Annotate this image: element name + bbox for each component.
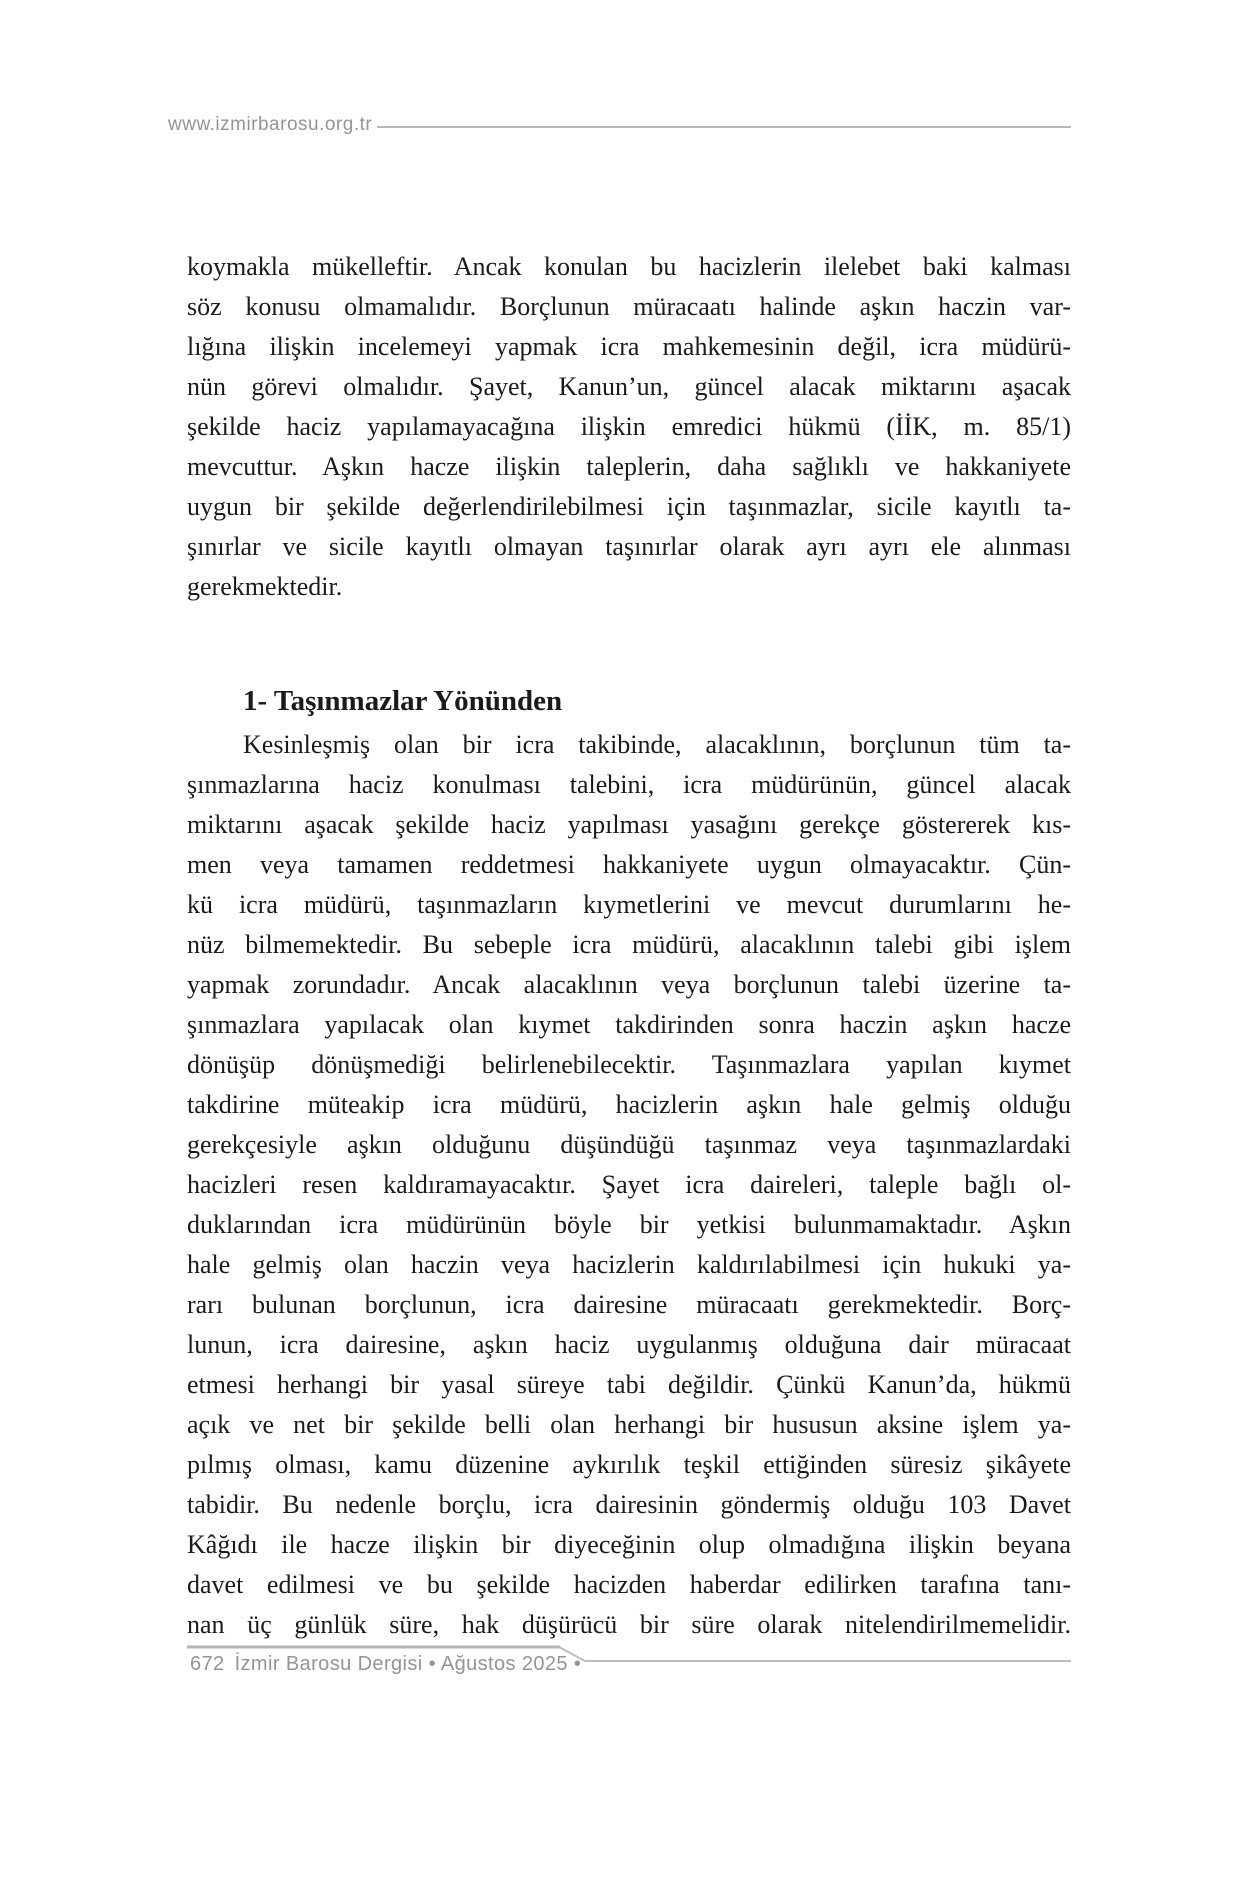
body-line: lunun, icra dairesine, aşkın haciz uygulanmış olduğuna dair müracaat: [187, 1330, 1071, 1359]
body-line: Kesinleşmiş olan bir icra takibinde, alacaklının, borçlunun tüm ta-: [243, 730, 1071, 759]
body-line: takdirine müteakip icra müdürü, hacizlerin aşkın hale gelmiş olduğu: [187, 1090, 1071, 1119]
body-paragraph: [187, 725, 1071, 1645]
body-line: gerekçesiyle aşkın olduğunu düşündüğü taşınmaz veya taşınmazlardaki: [187, 1130, 1071, 1159]
body-line: kü icra müdürü, taşınmazların kıymetlerini ve mevcut durumlarını he-: [187, 890, 1071, 919]
body-line: etmesi herhangi bir yasal süreye tabi değildir. Çünkü Kanun’da, hükmü: [187, 1370, 1071, 1399]
body-line: men veya tamamen reddetmesi hakkaniyete uygun olmayacaktır. Çün-: [187, 850, 1071, 879]
body-line: tabidir. Bu nedenle borçlu, icra dairesinin göndermiş olduğu 103 Davet: [187, 1490, 1071, 1519]
section-heading: 1- Taşınmazlar Yönünden: [243, 685, 563, 718]
body-line: lığına ilişkin incelemeyi yapmak icra mahkemesinin değil, icra müdürü-: [187, 332, 1071, 361]
continued-paragraph: [187, 247, 1071, 607]
body-line: koymakla mükelleftir. Ancak konulan bu hacizlerin ilelebet baki kalması: [187, 252, 1071, 281]
body-line: hacizleri resen kaldıramayacaktır. Şayet icra daireleri, taleple bağlı ol-: [187, 1170, 1071, 1199]
body-line: şınmazlarına haciz konulması talebini, icra müdürünün, güncel alacak: [187, 770, 1071, 799]
body-line: dönüşüp dönüşmediği belirlenebilecektir. Taşınmazlara yapılan kıymet: [187, 1050, 1071, 1079]
body-line: nan üç günlük süre, hak düşürücü bir süre olarak nitelendirilmemelidir.: [187, 1610, 1071, 1639]
footer: [190, 1651, 581, 1677]
body-line: uygun bir şekilde değerlendirilebilmesi için taşınmazlar, sicile kayıtlı ta-: [187, 492, 1071, 521]
body-line: nün görevi olmalıdır. Şayet, Kanun’un, güncel alacak miktarını aşacak: [187, 372, 1071, 401]
body-line: şınırlar ve sicile kayıtlı olmayan taşınırlar olarak ayrı ayrı ele alınması: [187, 532, 1071, 561]
body-line: miktarını aşacak şekilde haciz yapılması yasağını gerekçe göstererek kıs-: [187, 810, 1071, 839]
body-line: mevcuttur. Aşkın hacze ilişkin taleplerin, daha sağlıklı ve hakkaniyete: [187, 452, 1071, 481]
body-line: gerekmektedir.: [187, 572, 343, 601]
body-line: şekilde haciz yapılamayacağına ilişkin emredici hükmü (İİK, m. 85/1): [187, 412, 1071, 441]
body-line: duklarından icra müdürünün böyle bir yetkisi bulunmamaktadır. Aşkın: [187, 1210, 1071, 1239]
body-line: yapmak zorundadır. Ancak alacaklının veya borçlunun talebi üzerine ta-: [187, 970, 1071, 999]
website-url: www.izmirbarosu.org.tr: [168, 114, 373, 135]
header-rule: [377, 126, 1071, 128]
page-number: 672: [190, 1653, 225, 1675]
body-line: rarı bulunan borçlunun, icra dairesine müracaatı gerekmektedir. Borç-: [187, 1290, 1071, 1319]
body-line: nüz bilmemektedir. Bu sebeple icra müdürü, alacaklının talebi gibi işlem: [187, 930, 1071, 959]
header: [168, 112, 1071, 138]
body-line: pılmış olması, kamu düzenine aykırılık teşkil ettiğinden süresiz şikâyete: [187, 1450, 1071, 1479]
body-line: şınmazlara yapılacak olan kıymet takdirinden sonra haczin aşkın hacze: [187, 1010, 1071, 1039]
body-line: açık ve net bir şekilde belli olan herhangi bir hususun aksine işlem ya-: [187, 1410, 1071, 1439]
footer-ornament-lower-line: [559, 1647, 1071, 1661]
body-line: söz konusu olmamalıdır. Borçlunun müracaatı halinde aşkın haczin var-: [187, 292, 1071, 321]
body-line: davet edilmesi ve bu şekilde hacizden haberdar edilirken tarafına tanı-: [187, 1570, 1071, 1599]
body-line: Kâğıdı ile hacze ilişkin bir diyeceğinin olup olmadığına ilişkin beyana: [187, 1530, 1071, 1559]
body-line: hale gelmiş olan haczin veya hacizlerin kaldırılabilmesi için hukuki ya-: [187, 1250, 1071, 1279]
journal-title: İzmir Barosu Dergisi • Ağustos 2025 •: [234, 1653, 582, 1675]
